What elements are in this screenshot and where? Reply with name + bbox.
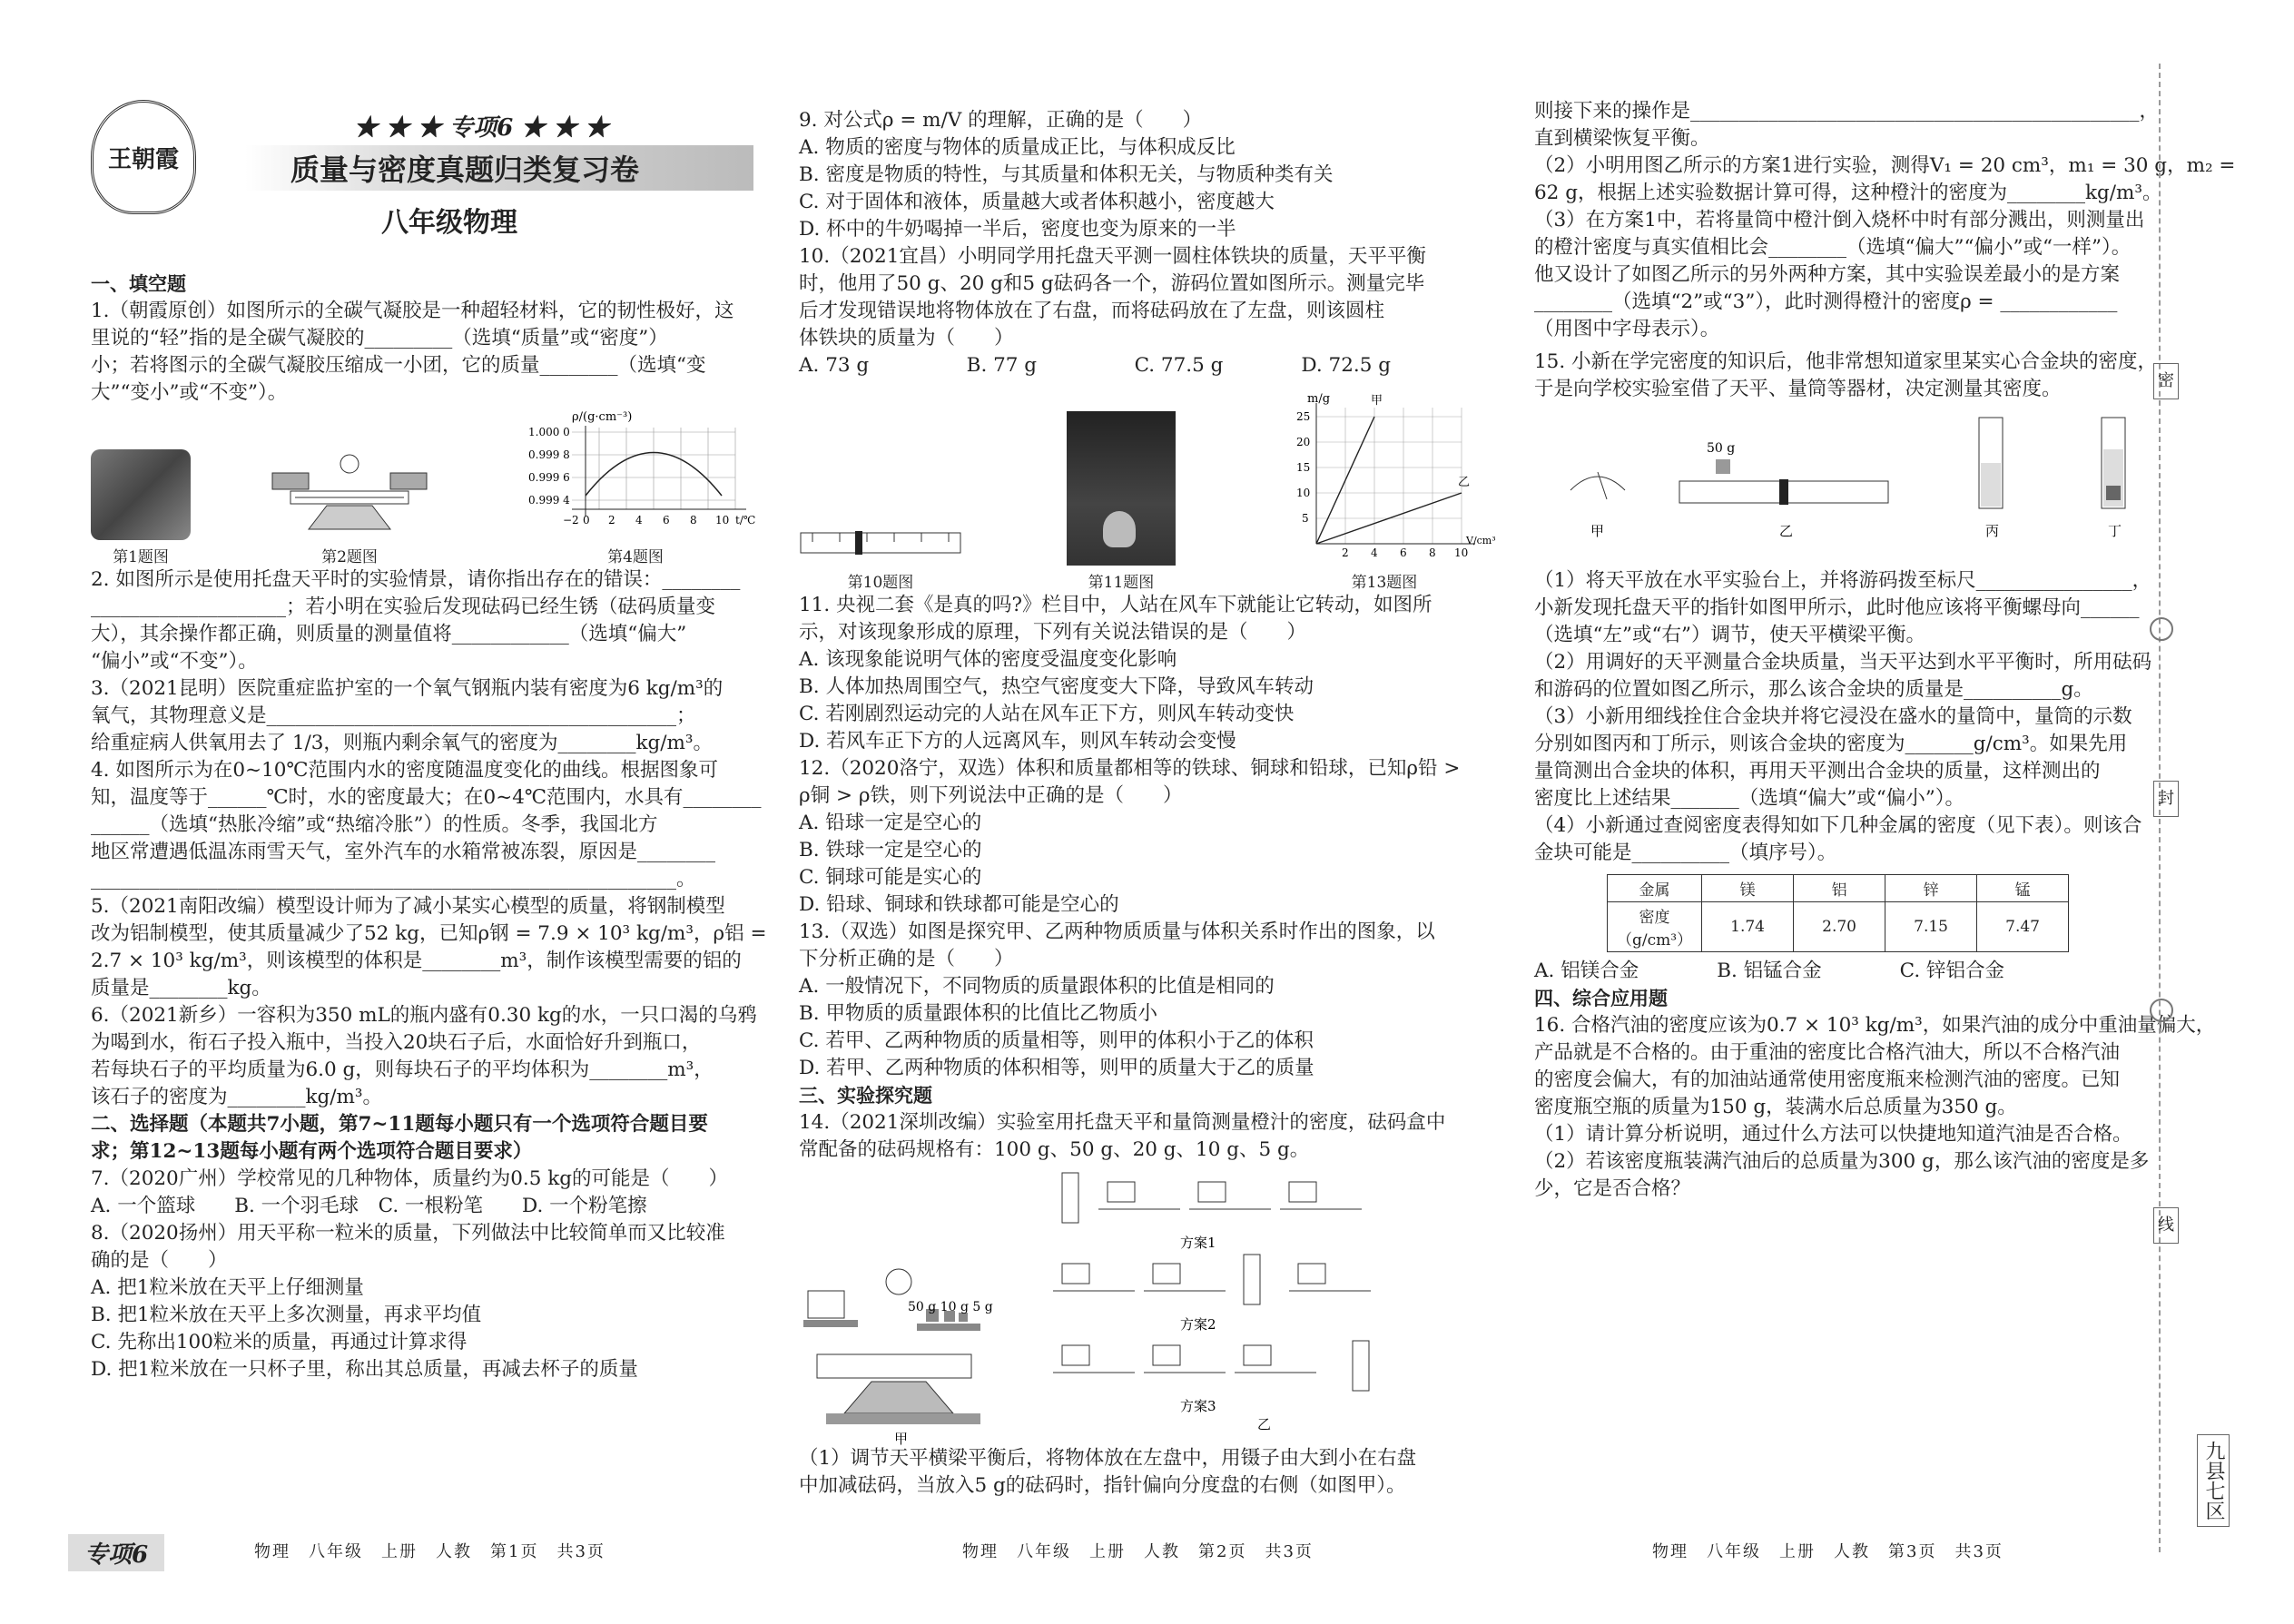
question-2: 2. 如图所示是使用托盘天平时的实验情景，请你指出存在的错误：________ ____________________；若小明在实验后发现砝码已经生锈（砝码质量变 大），其余操作都正确，则质量的测量值将____________（选填“偏大” “偏小”或“不变”）。 [91, 568, 741, 673]
logo [91, 100, 196, 214]
fig15-label-bing: 丙 [1985, 523, 2000, 539]
balance-figure-14-jia [799, 1264, 1008, 1445]
footer-page-3: 物理 八年级 上册 人教 第3页 共3页 [1652, 1542, 2004, 1561]
fig14-label-jia: 甲 [894, 1431, 909, 1447]
question-15-parts: （1）将天平放在水平实验台上，并将游码拨至标尺________________， 小新发现托盘天平的指针如图甲所示，此时他应该将平衡螺母向______ （选填“左”或“右”）调节，使天平横梁平衡。 （2）用调好的天平测量合金块质量，当天平达到水平平衡时，所用砝码 和游码的位置如图乙所示，那么该合金块的质量是__________g。 （3）小新用细线拴住合金块并将它浸没在盛水的量筒中，量筒的示数 分别如图丙和丁所示，则该合金块的密度为_______g/cm³。如果先用 量筒测出合金块的体积，再用天平测出合金块的质量，这样测出的 密度比上述结果_______（选填“偏大”或“偏小”）。 （4）小新通过查阅密度表得知如下几种金属的密度（见下表）。则该合 金块可能是__________（填序号）。 [1534, 569, 2152, 864]
question-14-part1: （1）调节天平横梁平衡后，将物体放在左盘中，用镊子由大到小在右盘 中加减砝码，当放入5 g的砝码时，指针偏向分度盘的右侧（如图甲）。 [799, 1447, 1417, 1497]
mass-volume-chart [1280, 389, 1496, 562]
fig4-xtick: −2 [563, 514, 579, 527]
question-9: 9. 对公式ρ = m/V 的理解，正确的是（ ） A. 物质的密度与物体的质量成正比，与体积成反比 B. 密度是物质的特性，与其质量和体积无关，与物质种类有关 C. 对于固体和液体，质量越大或者体积越小，密度越大 D. 杯中的牛奶喝掉一半后，密度也变为原来的一半 [799, 109, 1334, 241]
ring-icon [2150, 617, 2173, 641]
question-11: 11. 央视二套《是真的吗?》栏目中，人站在风车下就能让它转动，如图所 示，对该现象形成的原理，下列有关说法错误的是（ ） A. 该现象能说明气体的密度受温度变化影响 B. 人体加热周围空气，热空气密度变大下降，导致风车转动 C. 若刚剧烈运动完的人站在风车正下方，则风车转动变快 D. 若风车正下方的人远离风车，则风车转动会变慢 [799, 594, 1433, 753]
question-14-cont: 则接下来的操作是______________________________________________， 直到横梁恢复平衡。 （2）小明用图乙所示的方案1进行实验，测得V₁ = 20 cm³，m₁ = 30 g，m₂ = 62 g，根据上述实验数据计算可得，这种橙汁的密度为________kg/m³。 （3）在方案1中，若将量筒中橙汁倒入烧杯中时有部分溅出，则测量出 的橙汁密度与真实值相比会________（选填“偏大”“偏小”或“一样”）。 他又设计了如图乙所示的另外两种方案，其中实验误差最小的是方案 ________（选填“2”或“3”），此时测得橙汁的密度ρ = ____________ （用图中字母表示）。 [1534, 100, 2236, 340]
fig4-xtick: 2 [608, 514, 615, 527]
fig4-xlabel: t/℃ [735, 514, 756, 527]
question-15: 15. 小新在学完密度的知识后，他非常想知道家里某实心合金块的密度， 于是向学校实验室借了天平、量筒等器材，决定测量其密度。 [1534, 350, 2158, 400]
question-13: 13.（双选）如图是探究甲、乙两种物质质量与体积关系时作出的图象，以 下分析正确的是（ ） A. 一般情况下，不同物质的质量跟体积的比值是相同的 B. 甲物质的质量跟体积的比值比乙物质小 C. 若甲、乙两种物质的质量相等，则甲的体积小于乙的体积 D. 若甲、乙两种物质的体积相等，则甲的质量大于乙的质量 [799, 920, 1435, 1079]
section-choice: 二、选择题（本题共7小题，第7~11题每小题只有一个选项符合题目要 求；第12~13题每小题有两个选项符合题目要求） [91, 1113, 708, 1163]
fig15-weight: 50 g [1707, 441, 1736, 456]
figure-14 [799, 1164, 1489, 1445]
question-15-options: A. 铝镁合金 B. 铝锰合金 C. 锌铝合金 [1534, 960, 2005, 982]
question-14: 14.（2021深圳改编）实验室用托盘天平和量筒测量橙汁的密度，砝码盒中 常配备的砝码规格有：100 g、50 g、20 g、10 g、5 g。 [799, 1111, 1446, 1161]
ring-icon [2150, 999, 2173, 1022]
seal-label-mi: 密 [2153, 363, 2179, 399]
windmill-photo [1067, 411, 1176, 566]
plan3-label: 方案3 [1180, 1398, 1216, 1414]
figure-row-2 [799, 383, 1496, 592]
footer-badge: 专项6 [68, 1534, 164, 1571]
footer-page-2: 物理 八年级 上册 人教 第2页 共3页 [962, 1542, 1314, 1561]
plan2-label: 方案2 [1180, 1316, 1216, 1333]
footer-page-1: 物理 八年级 上册 人教 第1页 共3页 [254, 1542, 605, 1561]
fig13-label-jia: 甲 [1371, 394, 1383, 408]
seal-label-xian: 线 [2153, 1207, 2179, 1244]
table-header-row: 金属 镁 铝 锌 锰 [1608, 875, 2069, 902]
fig13-ytick: 5 [1302, 512, 1309, 525]
figure-15 [1534, 408, 2170, 567]
fig4-ytick: 0.999 4 [528, 494, 570, 507]
fig4-xtick: 8 [690, 514, 697, 527]
density-chart [508, 409, 763, 536]
fig13-ylabel: m/g [1307, 392, 1331, 406]
question-7: 7.（2020广州）学校常见的几种物体，质量约为0.5 kg的可能是（ ） A. 一个篮球 B. 一个羽毛球 C. 一根粉笔 D. 一个粉笔擦 [91, 1167, 729, 1217]
fig4-ytick: 1.000 0 [528, 426, 570, 438]
fig13-xtick: 8 [1429, 546, 1436, 559]
fig13-xtick: 10 [1454, 546, 1469, 559]
table-row: 密度（g/cm³） 1.74 2.70 7.15 7.47 [1608, 902, 2069, 952]
column-1 [91, 0, 767, 1624]
figure-4-caption: 第4题图 [607, 548, 664, 566]
figure-row-1 [91, 412, 763, 566]
fig14-weights: 50 g 10 g 5 g [908, 1300, 993, 1314]
region-label: 九县七区 [2197, 1434, 2230, 1527]
plan-diagrams [1053, 1164, 1480, 1445]
section-fill-blank: 一、填空题 [91, 272, 186, 295]
figure-10-caption: 第10题图 [847, 574, 914, 592]
section-application: 四、综合应用题 [1534, 987, 1668, 1009]
question-8: 8.（2020扬州）用天平称一粒米的质量，下列做法中比较简单而又比较准 确的是（ ） A. 把1粒米放在天平上仔细测量 B. 把1粒米放在天平上多次测量，再求平均值 C. 先称出100粒米的质量，再通过计算求得 D. 把1粒米放在一只杯子里，称出其总质量，再减去杯子的质量 [91, 1222, 725, 1381]
question-16: 16. 合格汽油的密度应该为0.7 × 10³ kg/m³，如果汽油的成分中重油量偏大， 产品就是不合格的。由于重油的密度比合格汽油大，所以不合格汽油 的密度会偏大，有的加油站通常使用密度瓶来检测汽油的密度。已知 密度瓶空瓶的质量为150 g，装满水后总质量为350 g。 （1）请计算分析说明，通过什么方法可以快捷地知道汽油是否合格。 （2）若该密度瓶装满汽油后的总质量为300 g，那么该汽油的密度是多 少，它是否合格？ [1534, 1014, 2216, 1200]
balance-figure-2 [254, 446, 445, 536]
column-2 [799, 0, 1496, 1624]
figure-2-caption: 第2题图 [321, 548, 378, 566]
figure-13-caption: 第13题图 [1351, 574, 1418, 592]
fig4-xtick: 4 [635, 514, 643, 527]
fig4-ytick: 0.999 8 [528, 448, 570, 461]
fig15-label-ding: 丁 [2108, 523, 2122, 539]
fig13-ytick: 15 [1296, 461, 1311, 474]
logo-text: 王朝霞 [107, 145, 179, 173]
special-label: ★ ★ ★ 专项6 ★ ★ ★ [354, 114, 609, 142]
fig4-xtick: 6 [663, 514, 670, 527]
page-title: 质量与密度真题归类复习卷 [290, 153, 640, 187]
fig13-xtick: 6 [1400, 546, 1407, 559]
fig4-ytick: 0.999 6 [528, 471, 570, 484]
fig13-ytick: 25 [1296, 410, 1311, 423]
fig13-ytick: 10 [1296, 487, 1311, 499]
figure-1-caption: 第1题图 [113, 548, 169, 566]
question-10: 10.（2021宜昌）小明同学用托盘天平测一圆柱体铁块的质量，天平平衡 时，他用了50 g、20 g和5 g砝码各一个，游码位置如图所示。测量完毕 后才发现错误地将物体放在了右盘，而将砝码放在了左盘，则该圆柱 体铁块的质量为（ ） A. 73 g B. 77 g C. 77.5 g D. 72.5 g [799, 245, 1426, 377]
fig13-label-yi: 乙 [1458, 476, 1471, 489]
question-4: 4. 如图所示为在0~10℃范围内水的密度随温度变化的曲线。根据图象可 知，温度等于______℃时，水的密度最大；在0~4℃范围内，水具有________ ______（选填“热胀冷缩”或“热缩冷胀”）的性质。冬季，我国北方 地区常遭遇低温冻雨雪天气，室外汽车的水箱常被冻裂，原因是________ ____________________________________________________________。 [91, 759, 762, 891]
fig15-label-jia: 甲 [1590, 523, 1605, 539]
question-3: 3.（2021昆明）医院重症监护室的一个氧气钢瓶内装有密度为6 kg/m³的 氧气，其物理意义是__________________________________________； 给重症病人供氧用去了 1/3，则瓶内剩余氧气的密度为________kg/m³。 [91, 677, 724, 754]
question-6: 6.（2021新乡）一容积为350 mL的瓶内盛有0.30 kg的水，一只口渴的乌鸦 为喝到水，衔石子投入瓶中，当投入20块石子后，水面恰好升到瓶口， 若每块石子的平均质量为6.0 g，则每块石子的平均体积为________m³， 该石子的密度为________kg/m³。 [91, 1004, 757, 1108]
fig13-ytick: 20 [1296, 436, 1311, 448]
page-subtitle: 八年级物理 [381, 207, 517, 239]
metal-density-table [1607, 874, 2069, 952]
fig13-xtick: 2 [1342, 546, 1349, 559]
plan1-label: 方案1 [1180, 1235, 1216, 1251]
header [82, 82, 753, 254]
fig4-xtick: 0 [583, 514, 590, 527]
figure-15-svg [1534, 408, 2170, 567]
aerogel-photo [91, 449, 191, 540]
fig13-xlabel: V/cm³ [1466, 535, 1496, 546]
fig4-xtick: 10 [715, 514, 730, 527]
question-12: 12.（2020洛宁，双选）体积和质量都相等的铁球、铜球和铅球，已知ρ铅 > ρ铜 > ρ铁，则下列说法中正确的是（ ） A. 铅球一定是空心的 B. 铁球一定是空心的 C. 铜球可能是实心的 D. 铅球、铜球和铁球都可能是空心的 [799, 757, 1461, 916]
section-experiment: 三、实验探究题 [799, 1084, 932, 1107]
fig15-label-yi: 乙 [1779, 523, 1794, 539]
fig4-ylabel: ρ/(g·cm⁻³) [572, 410, 633, 424]
seal-label-feng: 封 [2153, 781, 2179, 817]
fig14-label-yi: 乙 [1257, 1416, 1272, 1432]
question-5: 5.（2021南阳改编）模型设计师为了减小某实心模型的质量，将钢制模型 改为铝制模型，使其质量减少了52 kg，已知ρ钢 = 7.9 × 10³ kg/m³，ρ铝 = 2.7 × 10³ kg/m³，则该模型的体积是________m³，制作该模型需要的铝的 质量是________kg。 [91, 895, 767, 999]
rider-scale-figure-10 [799, 526, 962, 562]
question-1: 1.（朝霞原创）如图所示的全碳气凝胶是一种超轻材料，它的韧性极好，这 里说的“轻”指的是全碳气凝胶的_________（选填“质量”或“密度”） 小；若将图示的全碳气凝胶压缩成一小团，它的质量________（选填“变 大”“变小”或“不变”）。 [91, 300, 734, 404]
figure-11-caption: 第11题图 [1088, 574, 1155, 592]
fig13-xtick: 4 [1371, 546, 1378, 559]
plans-svg [1053, 1164, 1480, 1436]
